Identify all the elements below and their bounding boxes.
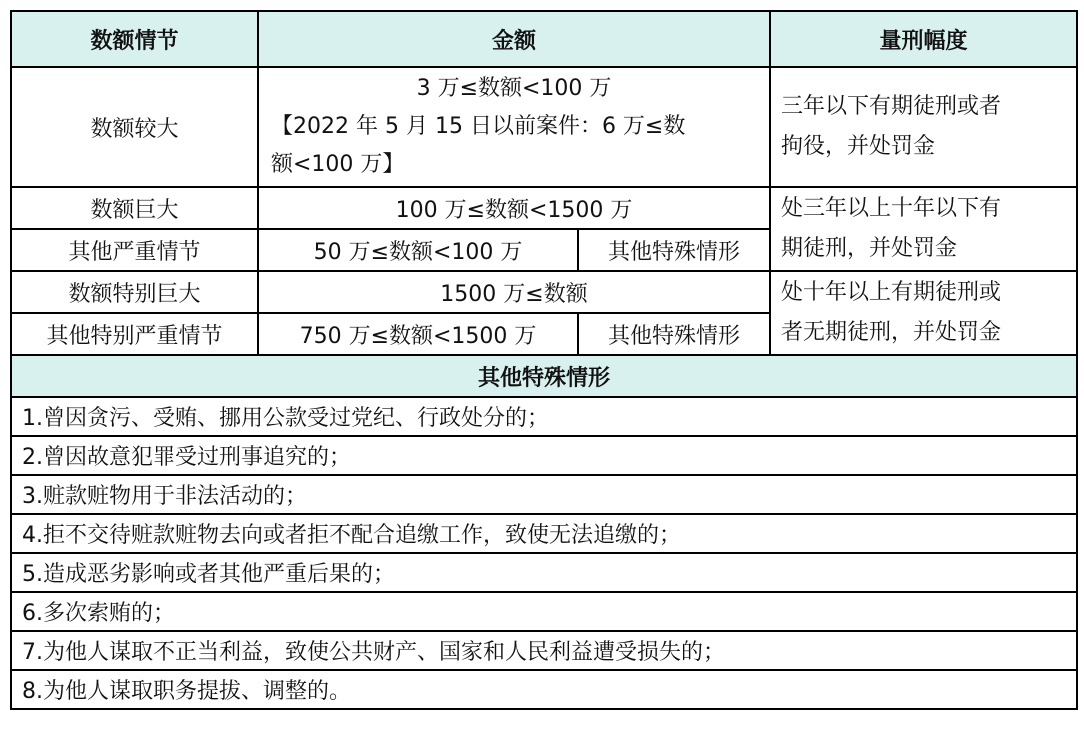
special-circumstance-item: 6.多次索贿的； (11, 592, 1077, 631)
amount-line: 3 万≤数额<100 万 (416, 76, 612, 101)
list-item (11, 631, 1077, 670)
extra-cell-other-serious: 其他特殊情形 (578, 229, 770, 271)
special-circumstance-item: 3.赃款赃物用于非法活动的； (11, 475, 1077, 514)
section-header-row (11, 355, 1077, 397)
list-item (11, 670, 1077, 709)
amount-cell-other-serious: 50 万≤数额<100 万 (258, 229, 578, 271)
penalty-line: 者无期徒刑，并处罚金 (781, 320, 1002, 345)
amount-cell-other-especially-serious: 750 万≤数额<1500 万 (258, 313, 578, 355)
special-circumstance-item: 4.拒不交待赃款赃物去向或者拒不配合追缴工作，致使无法追缴的； (11, 514, 1077, 553)
list-item (11, 436, 1077, 475)
amount-cell-relatively-large (258, 67, 770, 187)
header-sentencing-range: 量刑幅度 (770, 11, 1077, 67)
list-item (11, 592, 1077, 631)
extra-cell-other-especially-serious: 其他特殊情形 (578, 313, 770, 355)
penalty-cell-relatively-large (770, 67, 1077, 187)
amount-line: 额<100 万】 (271, 152, 405, 177)
special-circumstance-item: 5.造成恶劣影响或者其他严重后果的； (11, 553, 1077, 592)
table-row (11, 187, 1077, 229)
penalty-line: 期徒刑，并处罚金 (781, 236, 958, 261)
penalty-line: 处三年以上十年以下有 (781, 196, 1002, 221)
penalty-cell-huge (770, 187, 1077, 271)
amount-cell-especially-huge: 1500 万≤数额 (258, 271, 770, 313)
table-header-row (11, 11, 1077, 67)
sentencing-table (10, 10, 1078, 710)
row-label-huge: 数额巨大 (11, 187, 258, 229)
penalty-cell-especially-huge (770, 271, 1077, 355)
penalty-line: 三年以下有期徒刑或者 (781, 94, 1002, 119)
amount-line: 【2022 年 5 月 15 日以前案件：6 万≤数 (271, 114, 686, 139)
row-label-relatively-large: 数额较大 (11, 67, 258, 187)
list-item (11, 514, 1077, 553)
table-row (11, 67, 1077, 187)
special-circumstance-item: 7.为他人谋取不正当利益，致使公共财产、国家和人民利益遭受损失的； (11, 631, 1077, 670)
penalty-line: 拘役，并处罚金 (781, 134, 936, 159)
row-label-other-serious: 其他严重情节 (11, 229, 258, 271)
special-circumstance-item: 8.为他人谋取职务提拔、调整的。 (11, 670, 1077, 709)
penalty-line: 处十年以上有期徒刑或 (781, 280, 1002, 305)
row-label-other-especially-serious: 其他特别严重情节 (11, 313, 258, 355)
list-item (11, 397, 1077, 436)
header-amount: 金额 (258, 11, 770, 67)
table-row (11, 271, 1077, 313)
amount-cell-huge: 100 万≤数额<1500 万 (258, 187, 770, 229)
section-title: 其他特殊情形 (11, 355, 1077, 397)
special-circumstance-item: 1.曾因贪污、受贿、挪用公款受过党纪、行政处分的； (11, 397, 1077, 436)
header-amount-circumstance: 数额情节 (11, 11, 258, 67)
row-label-especially-huge: 数额特别巨大 (11, 271, 258, 313)
list-item (11, 475, 1077, 514)
list-item (11, 553, 1077, 592)
special-circumstance-item: 2.曾因故意犯罪受过刑事追究的； (11, 436, 1077, 475)
